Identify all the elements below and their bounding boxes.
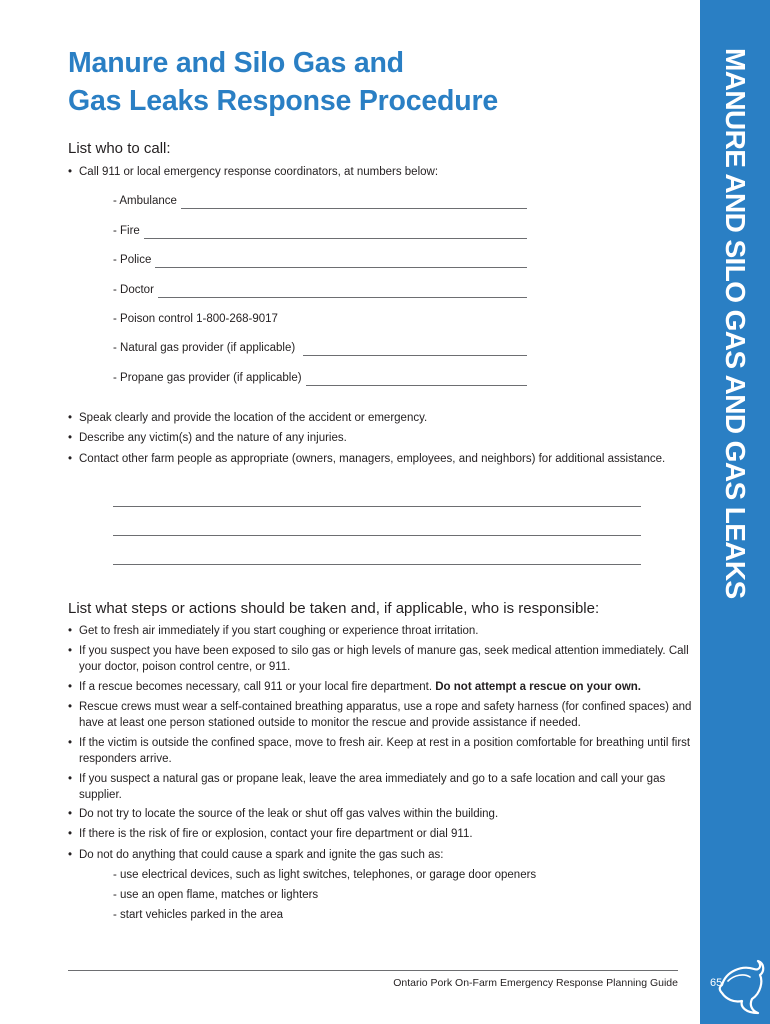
- step-bullet-victim-outside: • If the victim is outside the confined space, move to fresh air. Keep at rest in a position comfortable for breathing until first responders arrive.: [68, 735, 696, 767]
- steps-section-heading: List what steps or actions should be taken and, if applicable, who is responsible:: [68, 600, 600, 617]
- notes-blank-line-2[interactable]: [113, 535, 641, 536]
- contact-fire-label: - Fire: [113, 225, 140, 237]
- page-title-line-2: Gas Leaks Response Procedure: [68, 85, 499, 117]
- contact-natural-gas-blank[interactable]: [303, 343, 527, 356]
- page-title-line-1: Manure and Silo Gas and: [68, 47, 404, 79]
- step-bullet-rescue-crews: • Rescue crews must wear a self-contained breathing apparatus, use a rope and safety harness (for confined spaces) and have at least one person stationed outside to monitor the rescue and provide assistance if needed.: [68, 699, 696, 731]
- contact-natural-gas: [113, 340, 527, 356]
- call-intro-bullet: • Call 911 or local emergency response coordinators, at numbers below:: [68, 164, 696, 180]
- side-tab-title: MANURE AND SILO GAS AND GAS LEAKS: [720, 48, 751, 599]
- spark-sub-item-flame: - use an open flame, matches or lighters: [113, 889, 319, 901]
- contact-ambulance-blank[interactable]: [181, 196, 527, 209]
- contact-poison-control: - Poison control 1-800-268-9017: [113, 313, 278, 325]
- footer-rule: [68, 970, 678, 971]
- call-bullet-contact-others: • Contact other farm people as appropriate (owners, managers, employees, and neighbors) for additional assistance.: [68, 451, 700, 467]
- notes-blank-line-1[interactable]: [113, 506, 641, 507]
- step-bullet-no-spark: • Do not do anything that could cause a spark and ignite the gas such as:: [68, 847, 696, 863]
- step-bullet-fire-risk: • If there is the risk of fire or explosion, contact your fire department or dial 911.: [68, 826, 696, 842]
- contact-propane-gas: [113, 370, 527, 386]
- call-bullet-describe-victims: • Describe any victim(s) and the nature of any injuries.: [68, 430, 696, 446]
- contact-police-blank[interactable]: [155, 255, 527, 268]
- step-bullet-call-911: [68, 679, 696, 695]
- contact-fire: [113, 223, 527, 239]
- spark-sub-item-electrical: - use electrical devices, such as light switches, telephones, or garage door openers: [113, 869, 537, 881]
- notes-blank-line-3[interactable]: [113, 564, 641, 565]
- contact-propane-gas-blank[interactable]: [306, 373, 527, 386]
- contact-fire-blank[interactable]: [144, 226, 527, 239]
- call-bullet-speak-clearly: • Speak clearly and provide the location of the accident or emergency.: [68, 410, 696, 426]
- contact-propane-gas-label: - Propane gas provider (if applicable): [113, 372, 302, 384]
- step-bullet-exposure: • If you suspect you have been exposed to silo gas or high levels of manure gas, seek medical attention immediately. Call your doctor, poison control centre, or 911.: [68, 643, 696, 675]
- rescue-warning: Do not attempt a rescue on your own.: [435, 681, 641, 693]
- footer-guide-title: Ontario Pork On-Farm Emergency Response Planning Guide: [393, 977, 678, 989]
- contact-ambulance: [113, 193, 527, 209]
- call-section-heading: List who to call:: [68, 140, 171, 157]
- contact-police-label: - Police: [113, 254, 152, 266]
- pig-silhouette-icon: [716, 955, 766, 1015]
- page-title: [68, 44, 498, 120]
- step-bullet-fresh-air: • Get to fresh air immediately if you start coughing or experience throat irritation.: [68, 623, 696, 639]
- step-bullet-gas-leak: • If you suspect a natural gas or propane leak, leave the area immediately and go to a safe location and call your gas supplier.: [68, 771, 696, 803]
- contact-police: [113, 252, 527, 268]
- contact-ambulance-label: - Ambulance: [113, 195, 177, 207]
- step-bullet-call-911-text: If a rescue becomes necessary, call 911 or your local fire department.: [79, 681, 433, 693]
- contact-natural-gas-label: - Natural gas provider (if applicable): [113, 342, 296, 354]
- contact-doctor-blank[interactable]: [158, 285, 527, 298]
- spark-sub-item-vehicles: - start vehicles parked in the area: [113, 909, 284, 921]
- contact-doctor: [113, 282, 527, 298]
- step-bullet-locate-leak: • Do not try to locate the source of the leak or shut off gas valves within the building.: [68, 806, 696, 822]
- page-number: 65: [710, 977, 723, 989]
- contact-doctor-label: - Doctor: [113, 284, 154, 296]
